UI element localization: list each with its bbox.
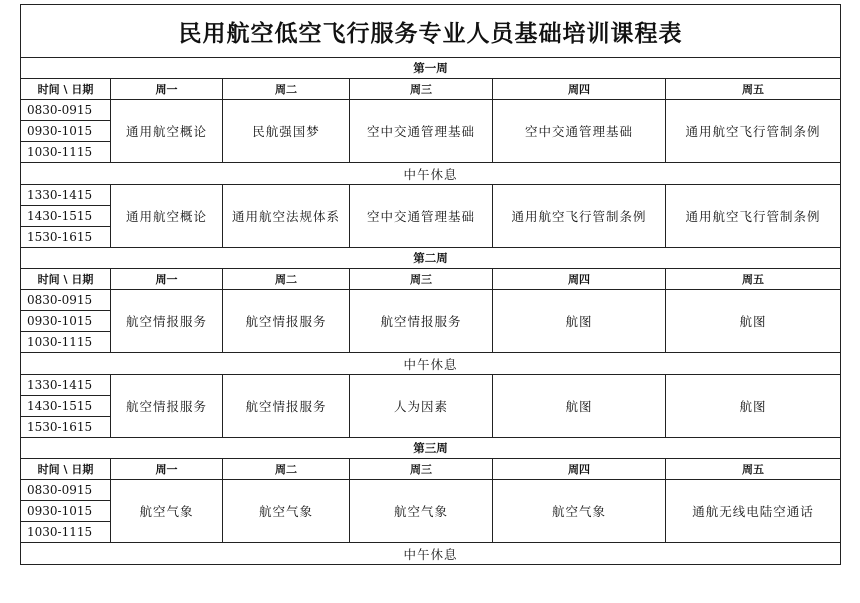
day-header: 周四 (493, 269, 666, 290)
table-row (21, 290, 841, 311)
course-cell: 空中交通管理基础 (350, 100, 493, 163)
time-slot: 1330-1415 (21, 375, 111, 396)
time-slot: 1030-1115 (21, 522, 111, 543)
lunch-row (21, 543, 841, 565)
course-cell: 人为因素 (350, 375, 493, 438)
day-header: 周五 (666, 459, 841, 480)
course-cell: 航空情报服务 (350, 290, 493, 353)
lunch-break-label: 中午休息 (21, 163, 841, 185)
day-header: 周四 (493, 459, 666, 480)
course-cell: 通用航空飞行管制条例 (666, 185, 841, 248)
course-cell: 航空气象 (350, 480, 493, 543)
course-cell: 航图 (493, 375, 666, 438)
time-slot: 1430-1515 (21, 206, 111, 227)
time-slot: 0930-1015 (21, 121, 111, 142)
lunch-break-label: 中午休息 (21, 543, 841, 565)
time-slot: 1330-1415 (21, 185, 111, 206)
day-header: 周五 (666, 269, 841, 290)
day-header: 周一 (111, 269, 223, 290)
course-cell: 通用航空法规体系 (223, 185, 350, 248)
course-cell: 航图 (666, 290, 841, 353)
day-header: 周一 (111, 79, 223, 100)
lunch-row (21, 353, 841, 375)
course-cell: 航空情报服务 (223, 375, 350, 438)
header-row (21, 459, 841, 480)
day-header: 周五 (666, 79, 841, 100)
header-row (21, 79, 841, 100)
course-cell: 通用航空飞行管制条例 (666, 100, 841, 163)
course-cell: 空中交通管理基础 (350, 185, 493, 248)
day-header: 周三 (350, 79, 493, 100)
day-header: 周二 (223, 79, 350, 100)
week-row (21, 438, 841, 459)
time-slot: 1530-1615 (21, 227, 111, 248)
schedule-sheet (20, 4, 840, 565)
week-row (21, 248, 841, 269)
course-cell: 航空情报服务 (223, 290, 350, 353)
time-slot: 1030-1115 (21, 332, 111, 353)
table-row (21, 480, 841, 501)
course-cell: 通用航空飞行管制条例 (493, 185, 666, 248)
course-cell: 通用航空概论 (111, 185, 223, 248)
day-header: 周三 (350, 459, 493, 480)
schedule-table (20, 4, 841, 565)
course-cell: 航空气象 (493, 480, 666, 543)
time-date-header: 时间 \ 日期 (21, 459, 111, 480)
lunch-row (21, 163, 841, 185)
week-row (21, 58, 841, 79)
table-row (21, 375, 841, 396)
course-cell: 通用航空概论 (111, 100, 223, 163)
course-cell: 航图 (493, 290, 666, 353)
time-slot: 0830-0915 (21, 480, 111, 501)
time-slot: 0930-1015 (21, 501, 111, 522)
lunch-break-label: 中午休息 (21, 353, 841, 375)
day-header: 周二 (223, 269, 350, 290)
table-row (21, 185, 841, 206)
day-header: 周二 (223, 459, 350, 480)
table-row (21, 100, 841, 121)
course-cell: 航空情报服务 (111, 375, 223, 438)
week-label: 第二周 (21, 248, 841, 269)
table-title: 民用航空低空飞行服务专业人员基础培训课程表 (21, 5, 841, 58)
course-cell: 航空气象 (111, 480, 223, 543)
time-slot: 1030-1115 (21, 142, 111, 163)
course-cell: 通航无线电陆空通话 (666, 480, 841, 543)
time-slot: 0930-1015 (21, 311, 111, 332)
course-cell: 民航强国梦 (223, 100, 350, 163)
title-row (21, 5, 841, 58)
time-slot: 0830-0915 (21, 290, 111, 311)
course-cell: 空中交通管理基础 (493, 100, 666, 163)
time-slot: 1530-1615 (21, 417, 111, 438)
day-header: 周三 (350, 269, 493, 290)
time-slot: 1430-1515 (21, 396, 111, 417)
week-label: 第三周 (21, 438, 841, 459)
course-cell: 航图 (666, 375, 841, 438)
time-date-header: 时间 \ 日期 (21, 79, 111, 100)
week-label: 第一周 (21, 58, 841, 79)
day-header: 周四 (493, 79, 666, 100)
course-cell: 航空情报服务 (111, 290, 223, 353)
header-row (21, 269, 841, 290)
time-date-header: 时间 \ 日期 (21, 269, 111, 290)
course-cell: 航空气象 (223, 480, 350, 543)
day-header: 周一 (111, 459, 223, 480)
time-slot: 0830-0915 (21, 100, 111, 121)
